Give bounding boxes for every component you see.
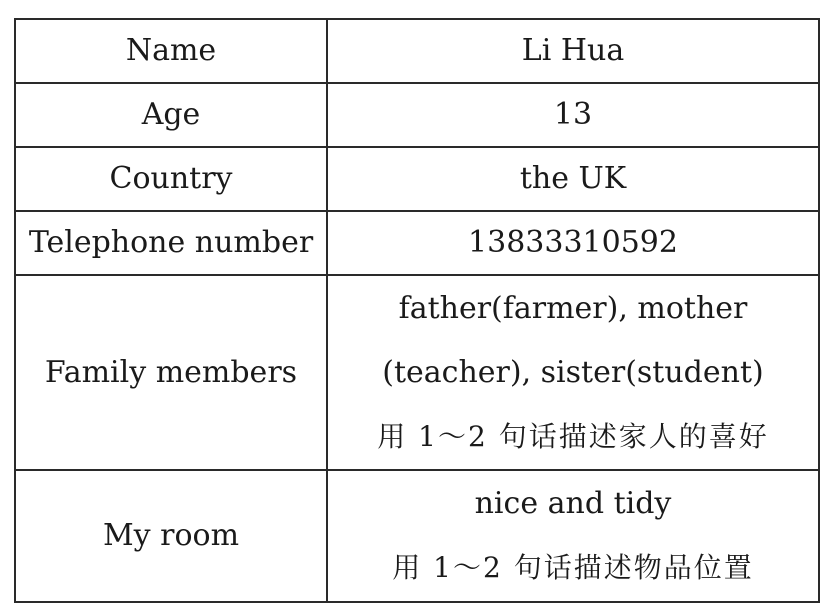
table-row-family [15, 275, 819, 470]
table-row-room [15, 470, 819, 602]
table-row-name [15, 19, 819, 83]
table-row-telephone [15, 211, 819, 275]
room-note: 用 1～2 句话描述物品位置 [392, 551, 754, 584]
info-table [14, 18, 820, 603]
room-label: My room [15, 470, 327, 602]
country-label: Country [15, 147, 327, 211]
room-line-1: nice and tidy [474, 486, 672, 521]
table-row-age [15, 83, 819, 147]
family-line-1: father(farmer), mother [398, 290, 748, 326]
table-row-country [15, 147, 819, 211]
telephone-label: Telephone number [15, 211, 327, 275]
family-value [327, 275, 819, 470]
name-value: Li Hua [327, 19, 819, 83]
family-line-2: (teacher), sister(student) [382, 354, 764, 390]
name-label: Name [15, 19, 327, 83]
room-value [327, 470, 819, 602]
family-label: Family members [15, 275, 327, 470]
age-value: 13 [327, 83, 819, 147]
age-label: Age [15, 83, 327, 147]
telephone-value: 13833310592 [327, 211, 819, 275]
country-value: the UK [327, 147, 819, 211]
family-note: 用 1～2 句话描述家人的喜好 [377, 419, 769, 453]
